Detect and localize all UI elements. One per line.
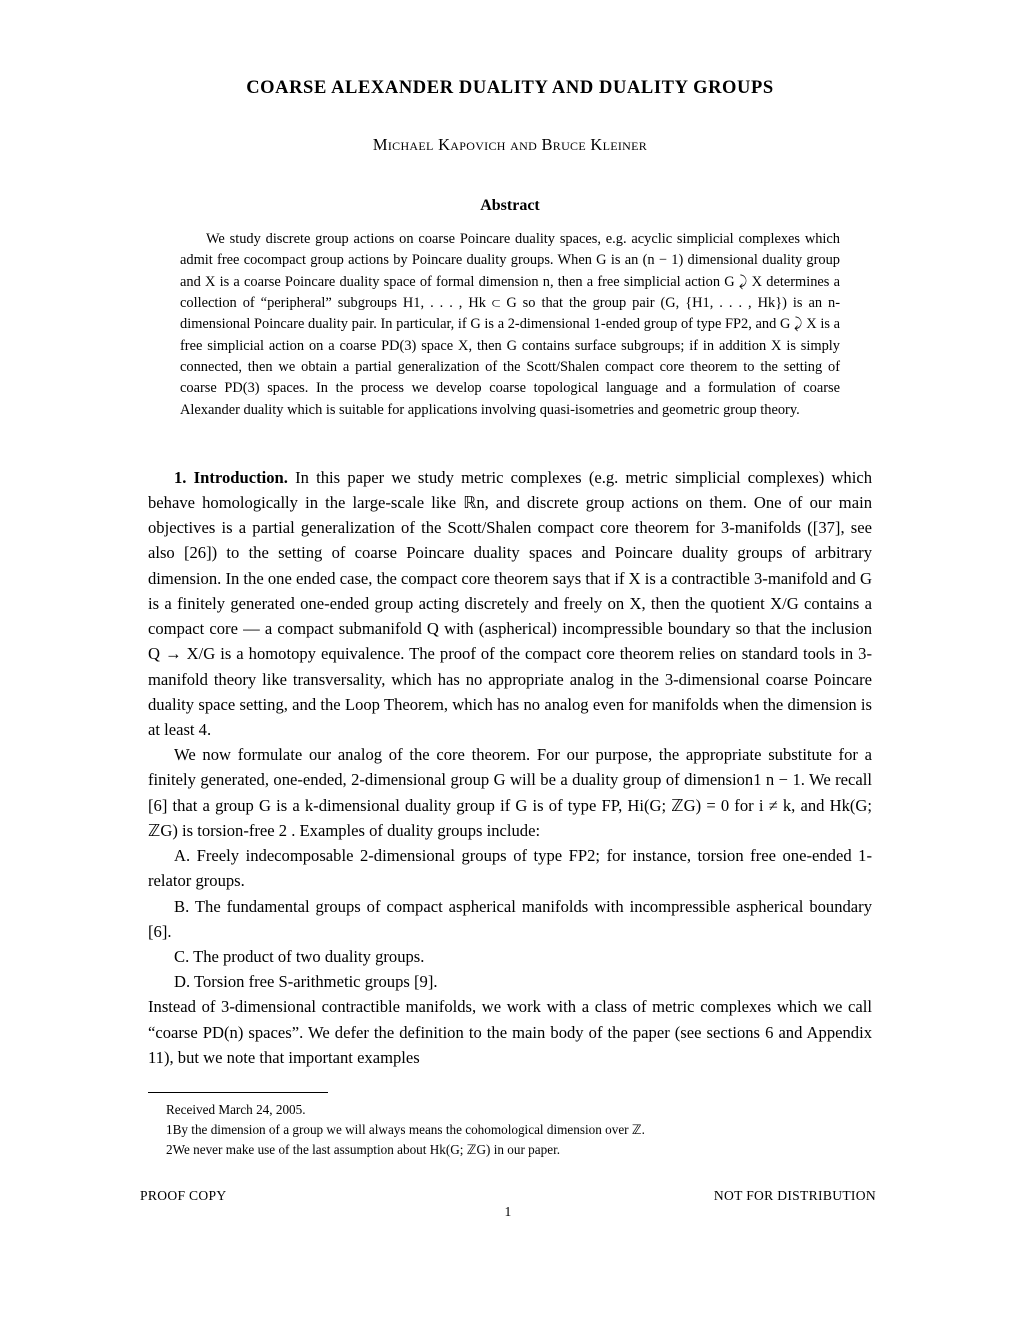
introduction-paragraph bbox=[148, 465, 872, 742]
list-item-a: A. Freely indecomposable 2-dimensional groups of type FP2; for instance, torsion free one-ended 1-relator groups. bbox=[148, 846, 872, 891]
paragraph-2: We now formulate our analog of the core theorem. For our purpose, the appropriate substitute for a finitely generated, one-ended, 2-dimensional group G will be a duality group of dimension1 n − 1. We recall [6] that a group G is a k-dimensional duality group if G is of type FP, Hi(G; ℤG) = 0 for i ≠ k, and Hk(G; ℤG) is torsion-free 2 . Examples of duality groups include: bbox=[148, 745, 872, 840]
section-number: 1. bbox=[174, 467, 187, 487]
footer-right-label: NOT FOR DISTRIBUTION bbox=[713, 1188, 876, 1203]
page-title: COARSE ALEXANDER DUALITY AND DUALITY GROUPS bbox=[246, 78, 774, 98]
paragraph-3: Instead of 3-dimensional contractible manifolds, we work with a class of metric complexes which we call “coarse PD(n) spaces”. We defer the definition to the main body of the paper (see sections 6 and Appendix 11), but we note that important examples bbox=[148, 997, 872, 1067]
authors-text: Michael Kapovich and Bruce Kleiner bbox=[372, 135, 648, 154]
footnote-divider bbox=[148, 1092, 328, 1093]
body-text bbox=[148, 465, 872, 1070]
page-number: 1 bbox=[504, 1204, 512, 1219]
page-footer bbox=[140, 1188, 876, 1219]
paragraph-1-text: In this paper we study metric complexes (e.g. metric simplicial complexes) which behave homologically in the large-scale like ℝn, and discrete group actions on them. One of our main objectives is a partial generalization of the Scott/Shalen compact core theorem for 3-manifolds ([37], see also [26]) to the setting of coarse Poincare duality spaces and Poincare duality groups of arbitrary dimension. In the one ended case, the compact core theorem says that if X is a contractible 3-manifold and G is a finitely generated one-ended group acting discretely and freely on X, then the quotient X/G contains a compact core — a compact submanifold Q with (aspherical) incompressible boundary so that the inclusion Q → X/G is a homotopy equivalence. The proof of the compact core theorem relies on standard tools in 3-manifold theory like transversality, which has no appropriate analog in the 3-dimensional coarse Poincare duality space setting, and the Loop Theorem, which has no analog even for manifolds when the dimension is at least 4. bbox=[148, 467, 873, 739]
abstract-heading: Abstract bbox=[480, 197, 540, 214]
paper-content bbox=[148, 78, 872, 1070]
footer-left-label: PROOF COPY bbox=[140, 1188, 227, 1203]
list-item-c: C. The product of two duality groups. bbox=[174, 946, 425, 966]
list-item-b: B. The fundamental groups of compact aspherical manifolds with incompressible aspherical boundary [6]. bbox=[148, 896, 872, 941]
author-line bbox=[148, 135, 872, 155]
abstract-block bbox=[180, 229, 840, 421]
section-title: Introduction. bbox=[193, 467, 288, 487]
footnote-1: 1By the dimension of a group we will always means the cohomological dimension over ℤ. bbox=[166, 1122, 645, 1138]
footnote-received: Received March 24, 2005. bbox=[166, 1102, 306, 1117]
footnotes-block bbox=[148, 1100, 872, 1160]
list-item-d: D. Torsion free S-arithmetic groups [9]. bbox=[174, 972, 438, 992]
footnote-2: 2We never make use of the last assumption about Hk(G; ℤG) in our paper. bbox=[166, 1142, 561, 1158]
abstract-paragraph: We study discrete group actions on coarse Poincare duality spaces, e.g. acyclic simplicial complexes which admit free cocompact group actions by Poincare duality groups. When G is an (n − 1) dimensional duality group and X is a coarse Poincare duality space of formal dimension n, then a free simplicial action G ⤸ X determines a collection of “peripheral” subgroups H1, . . . , Hk ⊂ G so that the group pair (G, {H1, . . . , Hk}) is an n-dimensional Poincare duality pair. In particular, if G is a 2-dimensional 1-ended group of type FP2, and G ⤸ X is a free simplicial action on a coarse PD(3) space X, then G contains surface subgroups; if in addition X is simply connected, then we obtain a partial generalization of the Scott/Shalen compact core theorem to the setting of coarse PD(3) spaces. In the process we develop coarse topological language and a formulation of coarse Alexander duality which is suitable for applications involving quasi-isometries and geometric group theory. bbox=[180, 231, 840, 418]
